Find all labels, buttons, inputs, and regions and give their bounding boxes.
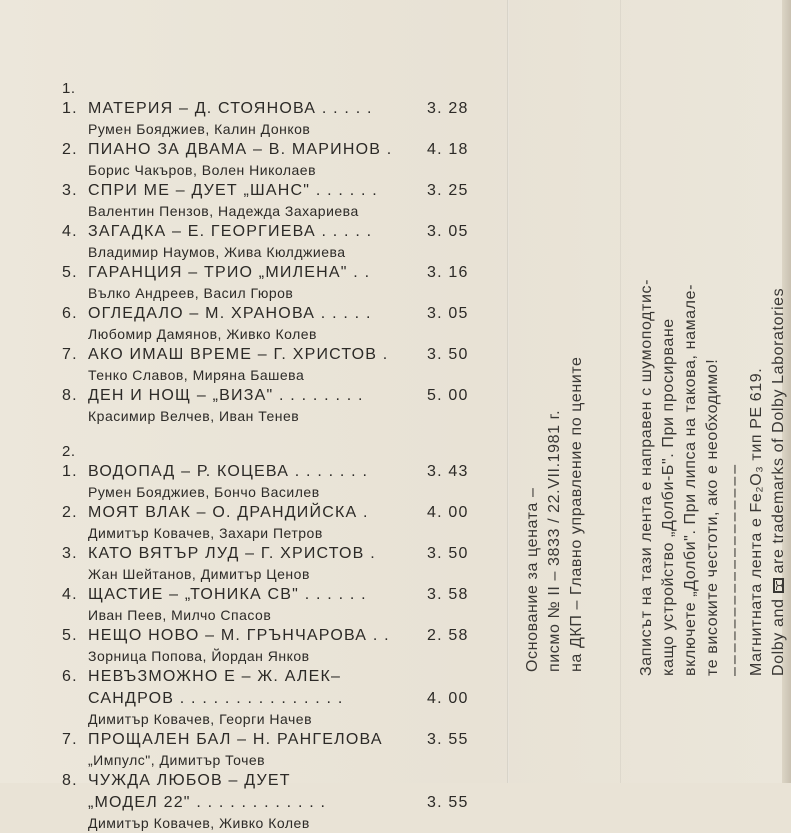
track-row (62, 262, 482, 284)
track-title: ЗАГАДКА – Е. ГЕОРГИЕВА . . . . . (88, 223, 373, 240)
track-row (62, 461, 482, 483)
tech-note (636, 279, 790, 676)
track-number: 4. (62, 223, 78, 240)
track-row (62, 625, 482, 647)
track-item (62, 139, 482, 180)
track-credits: Борис Чакъров, Волен Николаев (88, 162, 317, 178)
tech-note-line: те високите честоти, ако е необходимо! (704, 358, 721, 676)
track-title: СПРИ МЕ – ДУЕТ „ШАНС" . . . . . . (88, 182, 378, 199)
dash-separator: –––––––––––––––––– (726, 461, 743, 676)
track-item (62, 262, 482, 303)
track-item (62, 770, 482, 833)
track-number: 5. (62, 264, 78, 281)
fold-line-2 (620, 0, 621, 783)
track-credits: Валентин Пензов, Надежда Захариева (88, 203, 359, 219)
track-row (62, 221, 482, 243)
track-row (62, 502, 482, 524)
track-title: НЕВЪЗМОЖНО Е – Ж. АЛЕК– (88, 668, 342, 685)
track-item (62, 98, 482, 139)
track-credits: Димитър Ковачев, Живко Колев (88, 815, 310, 831)
dolby-logo-icon (773, 579, 784, 594)
track-title: ВОДОПАД – Р. КОЦЕВА . . . . . . . (88, 463, 369, 480)
track-credits: Димитър Ковачев, Захари Петров (88, 525, 323, 541)
track-row (62, 666, 482, 688)
track-duration: 3. 05 (427, 305, 469, 322)
track-duration: 3. 16 (427, 264, 469, 281)
track-number: 7. (62, 731, 78, 748)
track-duration: 3. 05 (427, 223, 469, 240)
dolby-text: Dolby and (770, 598, 787, 676)
track-credits: Любомир Дамянов, Живко Колев (88, 326, 317, 342)
track-title: ЧУЖДА ЛЮБОВ – ДУЕТ (88, 772, 291, 789)
tracklist (62, 80, 482, 833)
track-duration: 3. 50 (427, 346, 469, 363)
track-number: 4. (62, 586, 78, 603)
track-title: ГАРАНЦИЯ – ТРИО „МИЛЕНА" . . (88, 264, 371, 281)
track-number: 2. (62, 141, 78, 158)
tech-note-line: Магнитната лента е Fe₂O₃ тип PE 619. (748, 367, 765, 676)
track-number: 2. (62, 504, 78, 521)
track-title: ДЕН И НОЩ – „ВИЗА" . . . . . . . . (88, 387, 364, 404)
track-duration: 4. 00 (427, 690, 469, 707)
track-number: 1. (62, 463, 78, 480)
track-credits: Румен Бояджиев, Калин Донков (88, 121, 311, 137)
track-title: НЕЩО НОВО – М. ГРЪНЧАРОВА . . (88, 627, 390, 644)
track-item (62, 385, 482, 426)
track-duration: 3. 50 (427, 545, 469, 562)
price-note-line: писмо № II – 3833 / 22.VII.1981 г. (546, 409, 563, 672)
track-credits: Вълко Андреев, Васил Гюров (88, 285, 294, 301)
track-item (62, 729, 482, 770)
track-number: 8. (62, 772, 78, 789)
dolby-text: are trademarks of Dolby Laboratories (770, 287, 787, 574)
tech-note-line: Записът на тази лента е направен с шумоподтис- (638, 278, 655, 676)
track-duration: 5. 00 (427, 387, 469, 404)
tech-note-line: кащо устройство „Долби-Б". При просирване (660, 318, 677, 676)
track-title: ПИАНО ЗА ДВАМА – В. МАРИНОВ . (88, 141, 393, 158)
track-number: 6. (62, 668, 78, 685)
track-item (62, 180, 482, 221)
track-item (62, 625, 482, 666)
track-title: ОГЛЕДАЛО – М. ХРАНОВА . . . . . (88, 305, 372, 322)
track-row (62, 385, 482, 407)
track-credits: Димитър Ковачев, Георги Начев (88, 711, 313, 727)
track-row (62, 139, 482, 161)
track-item (62, 303, 482, 344)
tech-note-line: включете „Долби". При липса на такова, намале- (682, 283, 699, 676)
price-note-line: на ДКП – Главно управление по цените (568, 356, 585, 672)
track-duration: 3. 28 (427, 100, 469, 117)
track-duration: 3. 58 (427, 586, 469, 603)
track-row-continued (62, 688, 482, 710)
track-title: ЩАСТИЕ – „ТОНИКА СВ" . . . . . . (88, 586, 367, 603)
track-row (62, 180, 482, 202)
track-duration: 4. 00 (427, 504, 469, 521)
track-credits: Зорница Попова, Йордан Янков (88, 648, 310, 664)
track-title: АКО ИМАШ ВРЕМЕ – Г. ХРИСТОВ . (88, 346, 389, 363)
spacer (62, 426, 482, 443)
side-a-label: 1. (62, 80, 76, 97)
track-row (62, 344, 482, 366)
track-item (62, 461, 482, 502)
track-item (62, 543, 482, 584)
track-item (62, 344, 482, 385)
track-credits: Жан Шейтанов, Димитър Ценов (88, 566, 310, 582)
price-note (522, 356, 588, 672)
track-title: МОЯТ ВЛАК – О. ДРАНДИЙСКА . (88, 504, 369, 521)
track-credits: Тенко Славов, Миряна Башева (88, 367, 305, 383)
track-title: МАТЕРИЯ – Д. СТОЯНОВА . . . . . (88, 100, 373, 117)
track-item (62, 584, 482, 625)
track-row-continued (62, 792, 482, 814)
track-title: ПРОЩАЛЕН БАЛ – Н. РАНГЕЛОВА (88, 731, 383, 748)
track-item (62, 666, 482, 729)
track-duration: 2. 58 (427, 627, 469, 644)
track-title: КАТО ВЯТЪР ЛУД – Г. ХРИСТОВ . (88, 545, 376, 562)
track-number: 5. (62, 627, 78, 644)
track-row (62, 729, 482, 751)
track-duration: 4. 18 (427, 141, 469, 158)
track-row (62, 543, 482, 565)
dolby-trademark-line (768, 279, 790, 676)
track-row (62, 770, 482, 792)
track-duration: 3. 25 (427, 182, 469, 199)
side-a-tracks (62, 98, 482, 426)
track-duration: 3. 55 (427, 731, 469, 748)
track-title-continued: „МОДЕЛ 22" . . . . . . . . . . . . (88, 794, 327, 811)
track-duration: 3. 43 (427, 463, 469, 480)
track-number: 1. (62, 100, 78, 117)
track-number: 7. (62, 346, 78, 363)
track-number: 6. (62, 305, 78, 322)
track-credits: „Импулс", Димитър Точев (88, 752, 266, 768)
track-number: 3. (62, 545, 78, 562)
price-note-line: Основание за цената – (524, 487, 541, 672)
track-row (62, 303, 482, 325)
side-b-label: 2. (62, 443, 76, 460)
track-duration: 3. 55 (427, 794, 469, 811)
track-credits: Владимир Наумов, Жива Кюлджиева (88, 244, 346, 260)
track-credits: Красимир Велчев, Иван Тенев (88, 408, 300, 424)
side-b-tracks (62, 461, 482, 833)
track-item (62, 502, 482, 543)
track-credits: Иван Пеев, Милчо Спасов (88, 607, 272, 623)
track-credits: Румен Бояджиев, Бончо Василев (88, 484, 320, 500)
fold-line (507, 0, 509, 783)
track-row (62, 98, 482, 120)
track-number: 3. (62, 182, 78, 199)
track-number: 8. (62, 387, 78, 404)
track-row (62, 584, 482, 606)
track-title-continued: САНДРОВ . . . . . . . . . . . . . . . (88, 690, 344, 707)
track-item (62, 221, 482, 262)
